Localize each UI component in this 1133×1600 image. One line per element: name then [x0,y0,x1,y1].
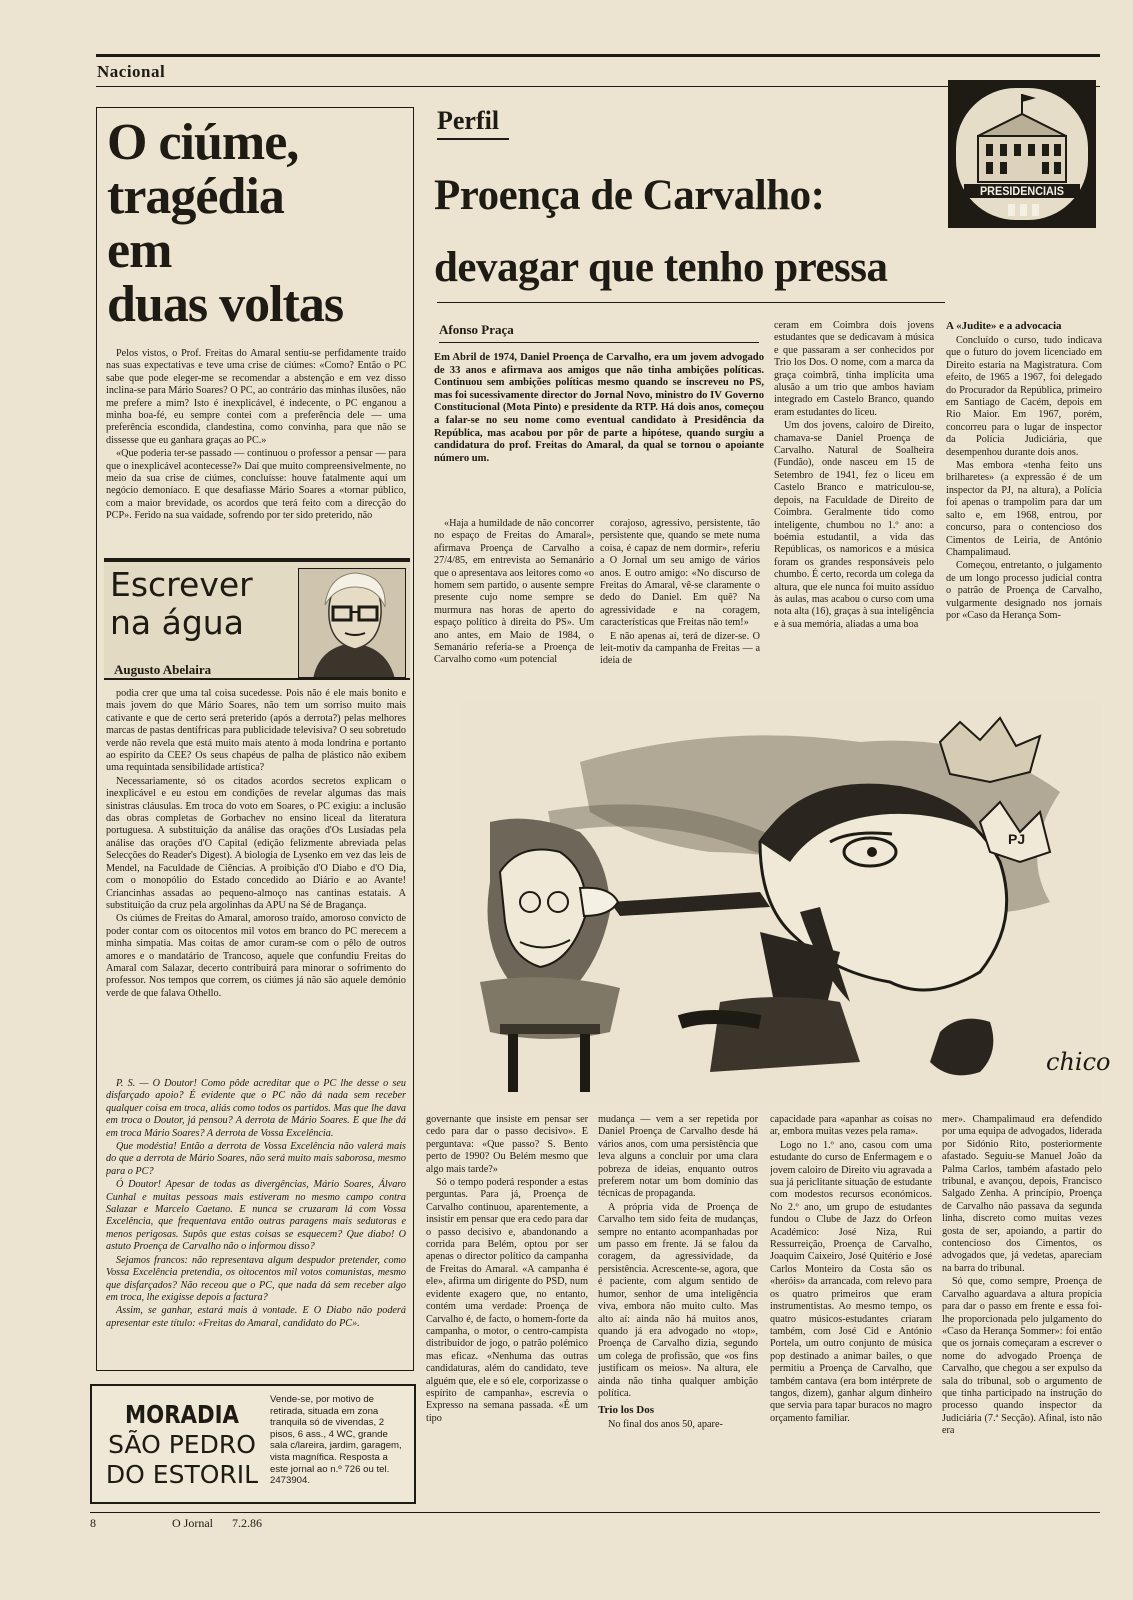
footer-rule [90,1512,1100,1513]
column-title [110,566,253,642]
column-header [104,558,410,680]
presidenciais-logo [948,80,1096,228]
paragraph: P. S. — Ó Doutor! Como pôde acreditar que o PC lhe desse o seu disfarçado apoio? É evidente que o PC não dá nada sem receber qualquer coisa em troca, aliás como todos os partidos. Mas que lhe dava em troca o Doutor, já pensou? A derrota de Mário Soares. E que lhe dá em troca Mário Soares? A derrota de Vossa Excelência. [106,1078,406,1139]
left-title-line: tragédia [107,168,284,225]
kicker-underline [437,138,509,140]
footer-date: 7.2.86 [232,1516,262,1530]
left-body [106,688,406,1072]
left-intro [106,348,406,550]
feature-kicker: Perfil [437,106,500,135]
feature-col2-top [600,518,760,696]
paragraph: podia crer que uma tal coisa sucedesse. Pois não é ele mais bonito e mais jovem do que Mário Soares, não tem um sorriso muito mais cativante e que de certo será preterido (após a derrota?) pelas melhores marcas de pastas dentífricas para publicidade televisiva? O seu sobretudo verde não revela que está muito mais atento à moda londrina e portanto ao espírito da CEE? Os seus chapéus de palha de plástico não exibem uma requintada sensibilidade artística? [106,688,406,774]
column-title-line: Escrever [110,565,253,604]
feature-col1-bottom [426,1114,588,1508]
top-rule [96,54,1100,57]
ad-title-line: DO ESTORIL [105,1460,259,1489]
paragraph: ceram em Coimbra dois jovens estudantes que se dedicavam à música e que passaram a ser conhecidos por Trio los Dos. O nome, com a marca da graça coimbrã, tinha implícita uma alusão a um trio que ambos haviam integrado em Castelo Branco, quando eram estudantes do liceu. [774,320,934,418]
paragraph: Pelos vistos, o Prof. Freitas do Amaral sentiu-se perfidamente traído nas suas expectativas e teve uma crise de ciúmes: «Como? Então o PC sabe que pode eleger-me se recomendar a abstenção e em vez disso inclina-se para Mário Soares? O PC, ao contrário das minhas ilusões, não me prefere a mim? Isto é inexplicável, é indecente, o PC enganou a minha boa-fé, eu sempre contei com a preferência dele — uma preferência escondida, clandestina, como convinha, para que não se dissesse que eu ganhara graças ao PC.» [106,348,406,446]
left-title-line: O ciúme, [107,114,299,171]
paragraph: Assim, se ganhar, estará mais à vontade. E O Diabo não poderá apresentar este título: «Freitas do Amaral, candidato do PC». [106,1305,406,1329]
paragraph: «Haja a humildade de não concorrer no espaço de Freitas do Amaral», afirmava Proença de Carvalho a 27/4/85, em entrevista ao Semanário que o apresentava aos leitores como «o homem sem partido, o ausente sempre presente cujo nome sempre se murmura nas horas de aperto do espaço político à direita do PS». Um ano antes, em Maio de 1984, o Semanário referia-se a Proença de Carvalho como «um potencial [434,518,594,666]
paragraph: Necessariamente, só os citados acordos secretos explicam o inexplicável e eu estou em condições de revelar algumas das mais sinistras cláusulas. Em troca do voto em Soares, o PC exigiu: a inclusão das obras completas de Gorbachev no ensino liceal da literatura portuguesa. A substituição da análise das orações d'Os Lusíadas pela análise das orações d'O Capital (edição felizmente abreviada pelas Selecções do Reader's Digest). A biologia de Lysenko em vez das leis de Mendel, na Faculdade de Ciências. A proibição d'O Diabo e d'O Dia, com o monopólio do Estado concedido ao Diário e ao Avante! Criancinhas assadas ao pequeno-almoço nas cantinas estatais. A substituição da cruz pela argolinhas da APU na Sé de Bragança. [106,775,406,911]
feature-lead: Em Abril de 1974, Daniel Proença de Carvalho, era um jovem advogado de 33 anos e afirmava aos amigos que não tinha ambições políticas. Continuou sem ambições políticas mesmo quando se inscreveu no PS, mas foi sucessivamente director do Jornal Novo, ministro do IV Governo Constitucional (Mota Pinto) e presidente da RTP. Há dois anos, começou a falar-se no seu nome como eventual candidato à Presidência da República, mas acabou por pôr de parte a hipótese, quando surgiu a candidatura do prof. Freitas do Amaral, da qual se tornou o apoiante número um. [434,352,764,464]
feature-col1-top [434,518,594,696]
paragraph: mudança — vem a ser repetida por Daniel Proença de Carvalho desde há vários anos, com uma persistência que leva alguns a concluir por uma clara pobreza de ideias, enquanto outros preferem notar um bom domínio das técnicas de propaganda. [598,1114,758,1200]
feature-headline-2: devagar que tenho pressa [434,244,888,291]
column-author: Augusto Abelaira [114,662,212,677]
ad-title [102,1400,262,1490]
paragraph: capacidade para «apanhar as coisas no ar, embora muitas vezes pela rama». [770,1114,932,1138]
paragraph: Um dos jovens, caloiro de Direito, chamava-se Daniel Proença de Carvalho. Natural de Soalheira (Fundão), onde nasceu em 15 de Setembro de 1941, fez o liceu em Castelo Branco e matriculou-se, depois, na Faculdade de Direito de Coimbra. Geralmente tido como inteligente, chumbou no 1.º ano: a boémia estudantil, a vida das Repúblicas, os namoricos e a música foram os grandes responsáveis pelo chumbo. É certo, recorda um colega da altura, que ele nunca foi muito assíduo às aulas, mas acabou o curso com uma nota alta (16), graças à sua inteligência e à sua memória, aliadas a uma boa [774,420,934,630]
section-label: Nacional [97,62,166,81]
author-photo [298,568,406,678]
paragraph: E não apenas aí, terá de dizer-se. O leit-motiv da campanha de Freitas — a ideia de [600,630,760,667]
subheading: Trio los Dos [598,1404,655,1417]
feature-col2-bottom [598,1114,758,1508]
ad-title-line: SÃO PEDRO [108,1430,256,1459]
byline: Afonso Praça [439,322,514,337]
paragraph: Os ciúmes de Freitas do Amaral, amoroso traído, amoroso convicto de poder contar com os oitocentos mil votos em branco do PC merecem a minha simpatia. Mas coitas de amor curam-se com o pêlo de outros amores e o mandatário de Trancoso, aquele que confundiu Freitas do Amaral com Salazar, decerto contribuirá para minorar o sofrimento do professor. Nos tempos que correm, os ciúmes já não são aquele demónio verde de que falava Othello. [106,913,406,999]
paragraph: Começou, entretanto, o julgamento de um longo processo judicial contra o patrão de Proença de Carvalho, vulgarmente designado nos jornais por «Caso da Herança Som- [946,560,1102,621]
left-ps [106,1078,406,1366]
paragraph: No final dos anos 50, apare- [608,1419,723,1431]
logo-label: PRESIDENCIAIS [979,184,1065,198]
caricature-illustration [460,702,1111,1104]
paragraph: A própria vida de Proença de Carvalho tem sido feita de mudanças, sempre no entanto acompanhadas por um passo em frente. Já se falou da coragem, da agressividade, da persistência. Acrescente-se, agora, que é paciente, com algum sentido de humor, senhor de uma inteligência viva, embora não muito culto. Mas alto aí: ainda não há muitos anos, quando já era advogado no «top», Proença de Carvalho dizia, segundo um colega de profissão, que «os fins justificam os meios». Na altura, ele ainda não tinha qualquer ambição política. [598,1201,758,1399]
left-title-line: em [107,222,172,279]
left-title [107,116,407,332]
footer-paper: O Jornal [172,1516,213,1530]
paragraph: governante que insiste em pensar ser cedo para dar o passo decisivo». E perguntava: «Que passo? S. Bento perto de 1990? Ou Belém mesmo que algo mais tarde?» [426,1114,588,1175]
paragraph: Só que, como sempre, Proença de Carvalho aguardava a altura propícia para dar o passo em frente e essa foi-lhe proporcionada pelo julgamento do «Caso da Herança Sommer»: foi então que os jornais começaram a escrever o nome do advogado Proença de Carvalho, que chegou a ser expulso da sala do tribunal, sob o argumento de que tinha participado na instrução do processo quando inspector da Judiciária (7.ª Secção). Afinal, isto não era [942,1276,1102,1437]
paragraph: Logo no 1.º ano, casou com uma estudante do curso de Enfermagem e o jovem caloiro de Direito viu agravada a sua já periclitante situação de estudante com modestos recursos económicos. No 2.º ano, um grupo de estudantes fundou o Clube de Jazz do Orfeon Académico: José Niza, Rui Ressurreição, Proença de Carvalho, Joaquim Caixeiro, José Quitério e José Carlos Monteiro da Costa são os «heróis» da arrancada, com relevo para os quatro primeiros que eram instrumentistas. Ao mesmo tempo, os quatro músicos-estudantes criaram também, com José Cid e António Portela, um outro conjunto de música pop destinado a animar bailes, o que permitiu a Proença de Carvalho, que também cantava (era bom intérprete de tangos, dizem), ganhar algum dinheiro que servia para tapar buracos no magro orçamento familiar. [770,1139,932,1424]
headline-rule [437,302,945,303]
page-number: 8 [90,1516,96,1530]
paragraph: mer». Champalimaud era defendido por uma equipa de advogados, liderada por Sidónio Rito, posteriormente afastado. Seguiu-se Manuel João da Palma Carlos, também afastado pelo tribunal, e avançou, depois, Francisco Salgado Zenha. A princípio, Proença de Carvalho não passava da segunda linha, discreto como muitas vezes gosta de ser, apoiando, a partir do contencioso dos Cimentos, os advogados que, já vedetas, apareciam na barra do tribunal. [942,1114,1102,1274]
feature-col3-top [774,320,934,696]
cartoon-signature: chico [1046,1048,1111,1076]
column-title-line: na água [110,603,244,642]
classified-ad [90,1384,416,1504]
feature-col3-bottom [770,1114,932,1508]
subheading: A «Judite» e a advocacia [946,320,1062,332]
paragraph: corajoso, agressivo, persistente, tão persistente que, quando se mete numa coisa, é capaz de nem dormir», referiu a O Jornal um seu amigo de vários anos. E outro amigo: «No discurso de Freitas do Amaral, vê-se claramente o dedo do Daniel. Em quê? Na agressividade e na coragem, características que Freitas não tem!» [600,518,760,629]
paragraph: Mas embora «tenha feito uns brilharetes» (a expressão é de um inspector da PJ, na altura), a Polícia foi apenas o trampolim para dar um salto e, em 1968, entrou, por concurso, para o contencioso dos Cimentos de Leiria, de António Champalimaud. [946,460,1102,558]
paragraph: Sejamos francos: não representava algum despudor pretender, como Vossa Excelência pretendia, os oitocentos mil votos comunistas, mesmo que disfarçados? Não receou que o PC, que nada dá sem receber algo em troca, lhe exigisse depois a factura? [106,1254,406,1303]
paragraph: Só o tempo poderá responder a estas perguntas. Para já, Proença de Carvalho continuou, aparentemente, a insistir em pensar que era cedo para dar o passo decisivo e, abandonando a corrida para Belém, optou por ser apenas o director político da campanha de Freitas do Amaral. «A campanha é ele», afirma um dirigente do PSD, num evidente exagero que, no entanto, contém uma verdade: Proença de Carvalho é, de facto, o homem-forte da campanha, o motor, o centro-campista distribuidor de jogo, o patrão polémico mas eficaz. «Nenhuma das outras candidaturas, além do candidato, teve alguém que, ele e só ele, corporizasse o espírito de campanha», escrevia o Expresso na semana passada. «É um tipo [426,1177,588,1424]
left-title-line: duas voltas [107,276,344,333]
feature-headline-1: Proença de Carvalho: [434,172,825,219]
ad-title-line: MORADIA [124,1400,240,1429]
feature-col4-bottom [942,1114,1102,1508]
paragraph: Que modéstia! Então a derrota de Vossa Excelência não valerá mais do que a derrota de Mário Soares, não será muito mais saborosa, mesmo para o PC? [106,1141,406,1177]
feature-col4-top [946,320,1102,696]
paragraph: Concluído o curso, tudo indicava que o futuro do jovem licenciado em Direito estaria na Magistratura. Com efeito, de 1965 a 1967, foi delegado do Procurador da República, primeiro em Santiago de Cacém, depois em Rio Maior. Em 1967, porém, concorreu para o lugar de inspector da Polícia Judiciária, que desempenhou durante dois anos. [946,335,1102,458]
svg-text:PJ: PJ [1008,831,1026,847]
byline-rule [439,342,759,343]
paragraph: Ó Doutor! Apesar de todas as divergências, Mário Soares, Álvaro Cunhal e muitas pessoas mais estiveram no mesmo campo contra Salazar e Marcelo Caetano. E nunca se cruzaram lá com Vossa Excelência, que frequentava então outras paragens mais sedutoras e menos perigosas. Supôs que estas coisas se esquecem? Que diabo! O astuto Proença de Carvalho não o informou disso? [106,1179,406,1253]
paragraph: «Que poderia ter-se passado — continuou o professor a pensar — para que o inexplicável acontecesse?» Daí que muito compreensivelmente, no meio da sua crise de ciúmes, concluísse: houve fatalmente aqui um negócio demoníaco. E que desafiasse Mário Soares a «tornar público, com a maior brevidade, os acordos que terá feito com a direcção do PCP». Ferido na sua vaidade, sofrendo por ter sido preterido, não [106,448,406,522]
ad-text: Vende-se, por motivo de retirada, situada em zona tranquila só de vivendas, 2 pisos, 6 ass., 4 WC, grande sala c/lareira, jardim, garagem, vista magnífica. Resposta a este jornal ao n.º 726 ou tel. 2473904. [270,1394,402,1487]
